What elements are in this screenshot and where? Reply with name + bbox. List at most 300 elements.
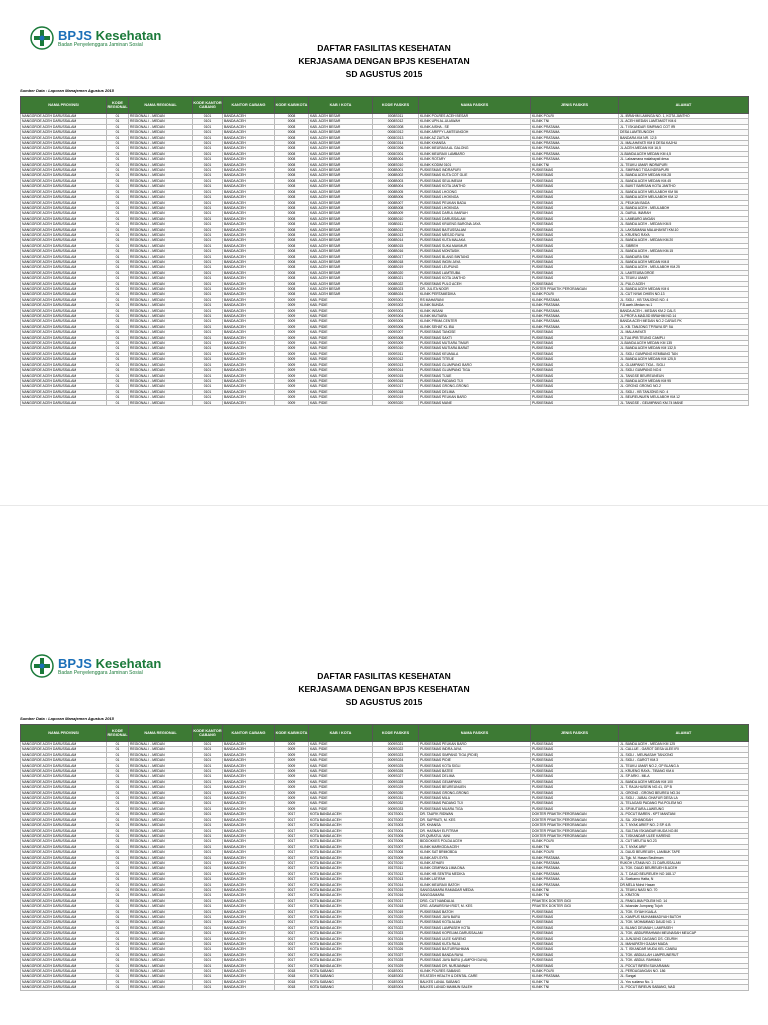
- table-cell: JL. BANDA ACEH - MEDAN KM.15: [619, 249, 749, 254]
- table-cell: 0018: [275, 979, 309, 984]
- table-cell: 0008S012: [373, 119, 419, 124]
- table-cell: BANDA ACEH: [223, 839, 275, 844]
- table-cell: 0101: [193, 216, 223, 221]
- table-cell: NANGGROE ACEH DARUSSALAM: [21, 124, 107, 129]
- table-cell: KOTA BANDA ACEH: [309, 877, 373, 882]
- table-cell: JL. CALLUE - GAROT DESA ULEE IRI: [619, 747, 749, 752]
- table-cell: BANDA ACEH: [223, 254, 275, 259]
- table-cell: NANGGROE ACEH DARUSSALAM: [21, 985, 107, 990]
- table-cell: 0008B004: [373, 157, 419, 162]
- table-cell: 0009S024: [373, 758, 419, 763]
- table-cell: DOKTER PRAKTIK PERORANGAN: [531, 812, 619, 817]
- table-cell: KOTA BANDA ACEH: [309, 882, 373, 887]
- table-cell: REGIONAL I - MEDAN: [129, 114, 193, 119]
- table-cell: BANDA ACEH: [223, 319, 275, 324]
- table-cell: KLINIK TNI: [531, 985, 619, 990]
- table-cell: NANGGROE ACEH DARUSSALAM: [21, 887, 107, 892]
- table-cell: PUSKESMAS: [531, 400, 619, 405]
- table-cell: 0009S020: [373, 400, 419, 405]
- table-cell: PUSKESMAS: [531, 265, 619, 270]
- table-cell: JL. T. NYAK ARIF: [619, 844, 749, 849]
- table-cell: 0101: [193, 124, 223, 129]
- table-cell: DOKTER PRAKTIK PERORANGAN: [531, 828, 619, 833]
- table-cell: KOTA BANDA ACEH: [309, 850, 373, 855]
- table-cell: PUSKESMAS: [531, 925, 619, 930]
- table-cell: PUSKESMAS GRONG-GRONG: [419, 790, 531, 795]
- table-cell: NANGGROE ACEH DARUSSALAM: [21, 974, 107, 979]
- table-cell: BANDA ACEH - MEDAN KM.2 CALS: [619, 308, 749, 313]
- table-cell: BANDA ACEH: [223, 162, 275, 167]
- table-cell: 0101: [193, 184, 223, 189]
- table-body: [21, 742, 749, 991]
- table-cell: NANGGROE ACEH DARUSSALAM: [21, 979, 107, 984]
- table-cell: JL. TGK. ABDULLAH LAMPEUNERUT: [619, 952, 749, 957]
- table-cell: NANGGROE ACEH DARUSSALAM: [21, 844, 107, 849]
- table-cell: PUSKESMAS: [531, 796, 619, 801]
- table-cell: JL. TGK. MOHAMMAD DAUD NO. 1: [619, 920, 749, 925]
- table-cell: PUSKESMAS INDRAPURI: [419, 168, 531, 173]
- table-cell: 01: [107, 341, 129, 346]
- table-cell: 0009S016: [373, 378, 419, 383]
- table-cell: BANDA ACEH: [223, 958, 275, 963]
- table-cell: 0009: [275, 384, 309, 389]
- table-cell: 0101: [193, 238, 223, 243]
- table-cell: REGIONAL I - MEDAN: [129, 785, 193, 790]
- table-cell: BANDA ACEH: [223, 887, 275, 892]
- table-cell: PUSKESMAS: [531, 227, 619, 232]
- table-cell: PUSKESMAS: [531, 341, 619, 346]
- table-cell: BANDA ACEH: [223, 877, 275, 882]
- table-cell: 01: [107, 211, 129, 216]
- table-cell: BANDA ACEH: [223, 324, 275, 329]
- table-cell: 0101: [193, 249, 223, 254]
- table-cell: DRG. CUT NANDALIA: [419, 898, 531, 903]
- table-cell: NANGGROE ACEH DARUSSALAM: [21, 763, 107, 768]
- table-cell: BANDA ACEH: [223, 232, 275, 237]
- table-cell: PUSKESMAS: [531, 758, 619, 763]
- table-cell: 0008B004: [373, 184, 419, 189]
- table-cell: 01: [107, 850, 129, 855]
- table-cell: JL. MAHAPATIH GAJAH MADA: [619, 942, 749, 947]
- table-cell: REGIONAL I - MEDAN: [129, 855, 193, 860]
- table-cell: 0008: [275, 227, 309, 232]
- table-cell: NANGGROE ACEH DARUSSALAM: [21, 341, 107, 346]
- column-header: KODE REGIONAL: [107, 725, 129, 742]
- table-cell: JL. MALAHAYATI KM 8 DESA KAJHU: [619, 141, 749, 146]
- table-cell: KAB. ACEH BESAR: [309, 141, 373, 146]
- table-cell: JL. BANDA ACEH MEDAN KM 6: [619, 287, 749, 292]
- table-cell: 0009: [275, 779, 309, 784]
- title-line-1: DAFTAR FASILITAS KESEHATAN: [317, 671, 451, 681]
- table-cell: 01: [107, 297, 129, 302]
- table-cell: 01: [107, 292, 129, 297]
- table-cell: 01: [107, 904, 129, 909]
- column-header: KODE KANTOR CABANG: [193, 97, 223, 114]
- table-cell: KAB. PIDIE: [309, 758, 373, 763]
- table-cell: 01: [107, 806, 129, 811]
- table-cell: 0009S022: [373, 747, 419, 752]
- table-cell: 0101: [193, 227, 223, 232]
- table-cell: BANDA ACEH: [223, 931, 275, 936]
- table-cell: REGIONAL I - MEDAN: [129, 162, 193, 167]
- table-cell: BANDA ACEH: [223, 373, 275, 378]
- table-cell: PUSKESMAS SEULIMEUM: [419, 178, 531, 183]
- table-cell: 0009: [275, 357, 309, 362]
- table-cell: NANGGROE ACEH DARUSSALAM: [21, 357, 107, 362]
- table-cell: PUSKESMAS: [531, 357, 619, 362]
- table-cell: 0101: [193, 801, 223, 806]
- table-cell: PUSKESMAS KUTA COT GLIE: [419, 173, 531, 178]
- table-cell: KLINIK MEURAXA AL GALONG: [419, 146, 531, 151]
- table-cell: BANDA ACEH: [223, 216, 275, 221]
- table-cell: PUSKESMAS: [531, 232, 619, 237]
- table-cell: JL. T. ISKANDAR MUDA KEL CANBU: [619, 947, 749, 952]
- table-cell: 0008B016: [373, 249, 419, 254]
- table-cell: KOTA BANDA ACEH: [309, 915, 373, 920]
- table-cell: KLINIK SAT BRIMOBDA: [419, 850, 531, 855]
- table-cell: PUSKESMAS: [531, 963, 619, 968]
- table-cell: NANGGROE ACEH DARUSSALAM: [21, 742, 107, 747]
- table-cell: REGIONAL I - MEDAN: [129, 915, 193, 920]
- table-cell: 0101: [193, 400, 223, 405]
- table-cell: KLINIK MARKODA ACEH: [419, 844, 531, 849]
- table-cell: NANGGROE ACEH DARUSSALAM: [21, 346, 107, 351]
- table-cell: PUSKESMAS: [531, 952, 619, 957]
- table-cell: NANGGROE ACEH DARUSSALAM: [21, 920, 107, 925]
- table-cell: PUSKESMAS KOTA JANTHO: [419, 184, 531, 189]
- table-body: [21, 114, 749, 406]
- table-cell: BANDA ACEH: [223, 351, 275, 356]
- table-cell: KLINIK INSANI: [419, 308, 531, 313]
- title-line-1: DAFTAR FASILITAS KESEHATAN: [317, 43, 451, 53]
- table-cell: 0101: [193, 205, 223, 210]
- column-header: JENIS FASKES: [531, 725, 619, 742]
- table-cell: 0008G006: [373, 146, 419, 151]
- table-cell: PUSKESMAS SUKA MAKMUR: [419, 243, 531, 248]
- column-header: ALAMAT: [619, 97, 749, 114]
- table-cell: BANDA ACEH: [223, 963, 275, 968]
- table-cell: 0009S027: [373, 774, 419, 779]
- table-cell: 01: [107, 189, 129, 194]
- faskes-table: [20, 96, 749, 406]
- table-cell: BANDA ACEH: [223, 855, 275, 860]
- table-cell: KAB. PIDIE: [309, 785, 373, 790]
- table-cell: 01: [107, 963, 129, 968]
- table-cell: 01: [107, 227, 129, 232]
- table-cell: 0009S012: [373, 357, 419, 362]
- table-cell: 0008: [275, 124, 309, 129]
- table-cell: KLINIK PRATAMA: [531, 157, 619, 162]
- table-cell: 0008B014: [373, 238, 419, 243]
- table-cell: 0008B024: [373, 292, 419, 297]
- table-cell: 0008: [275, 189, 309, 194]
- table-cell: PUSKESMAS: [531, 742, 619, 747]
- table-cell: JL. BANDA ACEH - MEDAN KM 125: [619, 742, 749, 747]
- table-cell: KOTA BANDA ACEH: [309, 887, 373, 892]
- table-cell: 0008G013: [373, 135, 419, 140]
- table-cell: 0101: [193, 130, 223, 135]
- table-cell: 0008S010: [373, 162, 419, 167]
- table-cell: 01: [107, 947, 129, 952]
- table-cell: JL. SIGLI - KB TANJONG NO. 4: [619, 297, 749, 302]
- table-cell: 0017S021: [373, 920, 419, 925]
- table-cell: KLINIK BUNDA: [419, 303, 531, 308]
- table-cell: KOTA BANDA ACEH: [309, 963, 373, 968]
- table-cell: BANDA ACEH: [223, 259, 275, 264]
- table-header-row: [21, 97, 749, 114]
- table-cell: 0101: [193, 871, 223, 876]
- table-cell: 0009: [275, 389, 309, 394]
- table-cell: BANDA ACEH: [223, 346, 275, 351]
- table-cell: JL. TANGSE BEUREUNEUN: [619, 373, 749, 378]
- table-cell: PUSKESMAS: [531, 184, 619, 189]
- table-cell: KLINIK PRIMA CENTER: [419, 319, 531, 324]
- table-cell: REGIONAL I - MEDAN: [129, 151, 193, 156]
- table-cell: KAB. ACEH BESAR: [309, 168, 373, 173]
- table-cell: 01: [107, 866, 129, 871]
- table-cell: 0101: [193, 395, 223, 400]
- table-cell: 01: [107, 887, 129, 892]
- table-cell: KAB. PIDIE: [309, 319, 373, 324]
- table-cell: 01: [107, 335, 129, 340]
- table-cell: BANDA ACEH: [223, 925, 275, 930]
- table-cell: JL. TGK. SYIAH KUALA: [619, 909, 749, 914]
- table-cell: NANGGROE ACEH DARUSSALAM: [21, 287, 107, 292]
- table-cell: KAB. ACEH BESAR: [309, 130, 373, 135]
- column-header: KODE FASKES: [373, 97, 419, 114]
- table-cell: REGIONAL I - MEDAN: [129, 314, 193, 319]
- table-cell: KAB. ACEH BESAR: [309, 232, 373, 237]
- table-cell: 0009: [275, 351, 309, 356]
- table-cell: REGIONAL I - MEDAN: [129, 925, 193, 930]
- table-cell: NANGGROE ACEH DARUSSALAM: [21, 200, 107, 205]
- table-cell: REGIONAL I - MEDAN: [129, 178, 193, 183]
- table-cell: PUSKESMAS MILA: [419, 796, 531, 801]
- table-cell: KLINIK PRATAMA: [531, 314, 619, 319]
- table-cell: KAB. PIDIE: [309, 752, 373, 757]
- table-cell: JL. BANDA ACEH MEDAN KM.8: [619, 259, 749, 264]
- table-cell: PUSKESMAS: [531, 801, 619, 806]
- table-cell: BANDA ACEH: [223, 200, 275, 205]
- table-cell: NANGGROE ACEH DARUSSALAM: [21, 189, 107, 194]
- table-cell: 01: [107, 114, 129, 119]
- table-cell: 0101: [193, 806, 223, 811]
- table-cell: 0101: [193, 346, 223, 351]
- title-line-2: KERJASAMA DENGAN BPJS KESEHATAN: [298, 684, 470, 694]
- table-cell: KAB. PIDIE: [309, 395, 373, 400]
- table-cell: 0009S002: [373, 303, 419, 308]
- table-cell: 01: [107, 303, 129, 308]
- table-cell: KLINIK PRATAMA: [531, 141, 619, 146]
- table-cell: 0017S024: [373, 936, 419, 941]
- table-cell: 0009S017: [373, 384, 419, 389]
- table-cell: KAB. ACEH BESAR: [309, 254, 373, 259]
- table-cell: DR. SAPRIATI, M. KES: [419, 817, 531, 822]
- table-cell: 0101: [193, 200, 223, 205]
- table-cell: 0009: [275, 297, 309, 302]
- table-cell: JL. SIBREH: [619, 243, 749, 248]
- table-cell: 01: [107, 276, 129, 281]
- table-cell: 01: [107, 752, 129, 757]
- table-cell: BANDA ACEH: [223, 915, 275, 920]
- table-cell: JL. CUT MEUTIA NO.23: [619, 839, 749, 844]
- table-cell: 0009: [275, 346, 309, 351]
- table-cell: 01: [107, 979, 129, 984]
- table-cell: BANDA ACEH: [223, 341, 275, 346]
- table-cell: KLINIK PRATAMA: [531, 871, 619, 876]
- table-cell: NANGGROE ACEH DARUSSALAM: [21, 860, 107, 865]
- table-cell: BANDA ACEH: [223, 130, 275, 135]
- table-cell: 0101: [193, 796, 223, 801]
- table-cell: KLINIK PERTAMEDIKA: [419, 292, 531, 297]
- table-cell: PUSKESMAS DR. NURJANNAH: [419, 963, 531, 968]
- table-cell: KAB. PIDIE: [309, 351, 373, 356]
- table-cell: PUSKESMAS LHOONG: [419, 189, 531, 194]
- table-cell: KLINIK ROTARY: [419, 157, 531, 162]
- table-cell: BANDA ACEH: [223, 227, 275, 232]
- table-cell: 01: [107, 769, 129, 774]
- table-cell: JL. BLANG DEUMAH, LAMPASEH: [619, 925, 749, 930]
- table-cell: JL. SIGLI - MEUNASAH TANJONG: [619, 752, 749, 757]
- table-cell: 0101: [193, 276, 223, 281]
- table-cell: NANGGROE ACEH DARUSSALAM: [21, 141, 107, 146]
- table-cell: BANDA ACEH: [223, 173, 275, 178]
- table-cell: 01: [107, 985, 129, 990]
- table-cell: SANGGAMARA: [419, 893, 531, 898]
- table-cell: 0017S003: [373, 823, 419, 828]
- table-cell: 0008: [275, 146, 309, 151]
- table-cell: PUSKESMAS GLUMPANG TIGA: [419, 368, 531, 373]
- table-cell: PUSKESMAS GEUMPANG: [419, 779, 531, 784]
- table-cell: JL. SP ARKI - MILA: [619, 774, 749, 779]
- table-cell: 01: [107, 785, 129, 790]
- table-cell: PUSKESMAS: [531, 931, 619, 936]
- table-cell: REGIONAL I - MEDAN: [129, 243, 193, 248]
- table-cell: JL. BANDA ACEH MEDAN KM.28: [619, 173, 749, 178]
- table-cell: 0017: [275, 893, 309, 898]
- table-cell: REGIONAL I - MEDAN: [129, 238, 193, 243]
- table-cell: BANDA ACEH: [223, 303, 275, 308]
- table-cell: BANDA ACEH: [223, 758, 275, 763]
- table-header-row: [21, 725, 749, 742]
- faskes-table: [20, 724, 749, 991]
- table-cell: 0008: [275, 157, 309, 162]
- table-cell: REGIONAL I - MEDAN: [129, 828, 193, 833]
- table-cell: PUSKESMAS PEUKAN BARO: [419, 395, 531, 400]
- table-cell: KLINIK ASY-SYFA: [419, 855, 531, 860]
- table-cell: BANDA ACEH: [223, 124, 275, 129]
- table-cell: 01: [107, 763, 129, 768]
- document-page-2: [0, 505, 768, 1025]
- table-cell: KAB. PIDIE: [309, 747, 373, 752]
- table-cell: 0018S003: [373, 979, 419, 984]
- table-cell: 0008B011: [373, 222, 419, 227]
- table-cell: 0009: [275, 378, 309, 383]
- table-cell: 0008: [275, 162, 309, 167]
- table-cell: BANDA ACEH: [223, 141, 275, 146]
- table-cell: REGIONAL I - MEDAN: [129, 189, 193, 194]
- table-cell: KOTA BANDA ACEH: [309, 947, 373, 952]
- table-cell: 0101: [193, 314, 223, 319]
- table-cell: 01: [107, 346, 129, 351]
- table-cell: BANDA ACEH: [223, 763, 275, 768]
- table-cell: 0017: [275, 817, 309, 822]
- table-cell: 0101: [193, 287, 223, 292]
- table-cell: 0017S019: [373, 909, 419, 914]
- table-cell: NANGGROE ACEH DARUSSALAM: [21, 877, 107, 882]
- table-cell: PUSKESMAS: [531, 936, 619, 941]
- table-cell: REGIONAL I - MEDAN: [129, 297, 193, 302]
- table-cell: 0101: [193, 866, 223, 871]
- table-cell: NANGGROE ACEH DARUSSALAM: [21, 936, 107, 941]
- table-cell: REGIONAL I - MEDAN: [129, 887, 193, 892]
- table-cell: REGIONAL I - MEDAN: [129, 871, 193, 876]
- table-cell: REGIONAL I - MEDAN: [129, 211, 193, 216]
- table-cell: REGIONAL I - MEDAN: [129, 270, 193, 275]
- table-cell: JL.PROF.A.MADJID IBRAHIM NO.14: [619, 314, 749, 319]
- table-cell: REGIONAL I - MEDAN: [129, 292, 193, 297]
- table-cell: KAB. PIDIE: [309, 373, 373, 378]
- table-cell: 0008: [275, 178, 309, 183]
- table-cell: 01: [107, 920, 129, 925]
- table-cell: KLINIK MEURAXI BATOH: [419, 882, 531, 887]
- table-cell: 0101: [193, 189, 223, 194]
- table-cell: 0101: [193, 254, 223, 259]
- table-cell: 01: [107, 812, 129, 817]
- table-cell: REGIONAL I - MEDAN: [129, 974, 193, 979]
- table-cell: 0009S018: [373, 389, 419, 394]
- table-cell: REGIONAL I - MEDAN: [129, 877, 193, 882]
- table-cell: 01: [107, 168, 129, 173]
- table-cell: 0101: [193, 341, 223, 346]
- table-cell: 0009: [275, 308, 309, 313]
- table-cell: KAB. ACEH BESAR: [309, 227, 373, 232]
- table-cell: REGIONAL I - MEDAN: [129, 281, 193, 286]
- table-cell: PUSKESMAS: [531, 335, 619, 340]
- table-cell: BANDA ACEH: [223, 287, 275, 292]
- table-cell: 0009S003: [373, 308, 419, 313]
- table-cell: NANGGROE ACEH DARUSSALAM: [21, 378, 107, 383]
- table-cell: PUSKESMAS KOTA JANTHO: [419, 276, 531, 281]
- table-cell: 0101: [193, 281, 223, 286]
- table-cell: KOTA BANDA ACEH: [309, 871, 373, 876]
- table-cell: JL. POCUT BIREUN SABANG, NAD: [619, 985, 749, 990]
- table-cell: NANGGROE ACEH DARUSSALAM: [21, 297, 107, 302]
- table-cell: BANDA ACEH: [223, 801, 275, 806]
- table-cell: 0018: [275, 985, 309, 990]
- table-cell: 0101: [193, 769, 223, 774]
- table-cell: 0008G014: [373, 141, 419, 146]
- table-cell: 0101: [193, 259, 223, 264]
- table-cell: 0017S015: [373, 887, 419, 892]
- table-cell: NANGGROE ACEH DARUSSALAM: [21, 958, 107, 963]
- table-cell: 0008G008: [373, 124, 419, 129]
- table-cell: JL. LAKSAMANA MALAHAYATI KM.10: [619, 227, 749, 232]
- table-cell: REGIONAL I - MEDAN: [129, 860, 193, 865]
- table-cell: KAB. ACEH BESAR: [309, 135, 373, 140]
- table-cell: PUSKESMAS KEUMALA: [419, 351, 531, 356]
- table-cell: BANDA ACEH: [223, 817, 275, 822]
- table-cell: BANDA ACEH: [223, 833, 275, 838]
- table-cell: PUSKESMAS: [531, 238, 619, 243]
- table-cell: 0101: [193, 368, 223, 373]
- table-cell: 01: [107, 931, 129, 936]
- table-cell: KAB. ACEH BESAR: [309, 216, 373, 221]
- table-cell: NANGGROE ACEH DARUSSALAM: [21, 178, 107, 183]
- table-cell: 0101: [193, 243, 223, 248]
- table-cell: NANGGROE ACEH DARUSSALAM: [21, 330, 107, 335]
- table-cell: REGIONAL I - MEDAN: [129, 276, 193, 281]
